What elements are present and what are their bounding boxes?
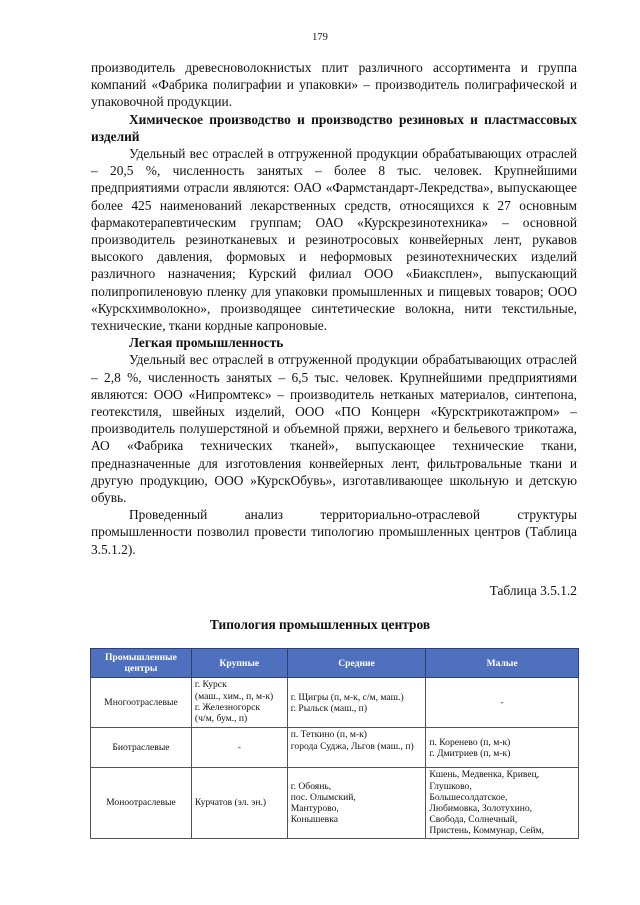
- cell-line: Мантурово,: [290, 803, 339, 815]
- cell-line: г. Дмитриев (п, м-к): [429, 747, 511, 759]
- cell-line: п. Теткино (п, м-к): [290, 729, 367, 741]
- cell-line: Конышевка: [290, 814, 338, 826]
- cell-large: [191, 678, 287, 728]
- cell-line: г. Рыльск (маш., п): [290, 702, 368, 714]
- body-text: [91, 59, 577, 558]
- table-header-row: [91, 649, 579, 678]
- cell-line: г. Железногорск: [194, 701, 260, 713]
- cell-medium: [287, 768, 426, 838]
- paragraph-analysis: Проведенный анализ территориально-отраслевой структуры промышленности позволил провести типологию промышленных центров (Таблица 3.5.1.2).: [91, 507, 577, 557]
- cell-line: (ч/м, бум., п): [194, 713, 248, 725]
- paragraph-light-industry: Удельный вес отраслей в отгруженной продукции обрабатывающих отраслей – 2,8 %, численность занятых – 6,5 тыс. человек. Крупнейшими предприятиями являются: ООО «Нипромтекс» – производитель нетканых материалов, синтепона, геотекстиля, швейных изделий, ООО «ПО Концерн «Курсктрикотажпром» – производитель полушерстяной и объемной пряжи, верхнего и бельевого трикотажа, АО «Фабрика технических тканей», выпускающее технические ткани, предназначенные для изготовления конвейерных лент, фильтровальные ткани и другую продукцию, ООО »КурскОбувь», изготавливающее школьную и детскую обувь.: [91, 352, 577, 506]
- section-heading-light-industry: Легкая промышленность: [129, 335, 284, 351]
- header-small: Малые: [426, 649, 579, 678]
- cell-large: -: [191, 728, 287, 768]
- table-row: [91, 678, 579, 728]
- page-number: 179: [312, 32, 328, 43]
- cell-medium: [287, 678, 426, 728]
- cell-small: -: [426, 678, 579, 728]
- cell-line: Большесолдатское,: [429, 791, 508, 803]
- cell-line: пос. Олымский,: [290, 791, 356, 803]
- table-row: [91, 728, 579, 768]
- cell-line: Пристень, Коммунар, Сейм,: [429, 825, 545, 837]
- cell-small: [426, 768, 579, 838]
- cell-line: п. Коренево (п, м-к): [429, 736, 511, 748]
- cell-line: Кшень, Медвенка, Кривец,: [429, 769, 540, 781]
- cell-small: [426, 728, 579, 768]
- section-heading-chemical: Химическое производство и производство резиновых и пластмассовых изделий: [91, 111, 577, 144]
- cell-line: Глушково,: [429, 780, 472, 792]
- table-row: [91, 768, 579, 838]
- header-large: Крупные: [191, 649, 287, 678]
- typology-table: [90, 648, 579, 839]
- table-title: Типология промышленных центров: [209, 617, 431, 632]
- cell-line: (маш., хим., п, м-к): [194, 690, 274, 702]
- cell-line: г. Щигры (п, м-к, с/м, маш.): [290, 691, 404, 703]
- header-medium: Средние: [287, 649, 426, 678]
- cell-line: г. Обоянь,: [290, 780, 332, 792]
- row-label: Моноотраслевые: [91, 768, 192, 838]
- cell-large: Курчатов (эл. эн.): [191, 768, 287, 838]
- header-centers: Промышленные центры: [91, 649, 192, 678]
- paragraph-continuation: производитель древесноволокнистых плит различного ассортимента и группа компаний «Фабрика полиграфии и упаковки» – производитель полиграфической и упаковочной продукции.: [91, 60, 577, 110]
- cell-line: города Суджа, Льгов (маш., п): [290, 740, 414, 752]
- cell-line: г. Курск: [194, 679, 227, 691]
- row-label: Биотраслевые: [91, 728, 192, 768]
- table-label: Таблица 3.5.1.2: [489, 583, 577, 598]
- cell-line: Свобода, Солнечный,: [429, 814, 518, 826]
- paragraph-chemical: Удельный вес отраслей в отгруженной продукции обрабатывающих отраслей – 20,5 %, численность занятых – более 8 тыс. человек. Крупнейшими предприятиями отрасли являются: ОАО «Фармстандарт-Лекредства», выпускающее более 425 наименований лекарственных средств, относящихся к 27 основным фармакотерапевтическим группам; ОАО «Курскрезинотехника» – основной производитель резинотканевых и резинотросовых конвейерных лент, рукавов высокого давления, формовых и неформовых резинотехнических изделий различного назначения; Курский филиал ООО «Биаксплен», выпускающий полипропиленовую пленку для упаковки промышленных и пищевых товаров; ООО «Курскхимволокно», производящее синтетические волокна, нити текстильные, технические, ткани кордные капроновые.: [91, 146, 577, 334]
- cell-line: Любимовка, Золотухино,: [429, 803, 533, 815]
- row-label: Многоотраслевые: [91, 678, 192, 728]
- cell-medium: [287, 728, 426, 768]
